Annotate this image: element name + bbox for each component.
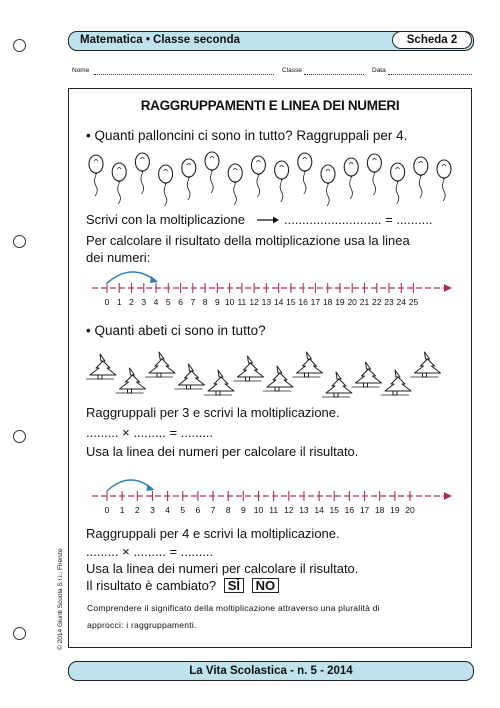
ex3-mult-blanks[interactable]: ......... × ......... = .........: [86, 544, 214, 559]
balloon-icon: [112, 163, 126, 204]
tick-label: 14: [273, 297, 284, 307]
ex2-line-instruction: Usa la linea dei numeri per calcolare il risultato.: [86, 444, 359, 459]
page-title: RAGGRUPPAMENTI E LINEA DEI NUMERI: [140, 98, 400, 113]
tick-label: 23: [384, 297, 394, 307]
date-field[interactable]: [388, 68, 472, 75]
tick-label: 10: [224, 297, 235, 307]
arrow-head-icon: [146, 484, 154, 491]
tick-label: 19: [335, 297, 345, 307]
balloon-icon: [391, 163, 405, 204]
tick-label: 21: [359, 297, 370, 307]
arrow-right-icon: [444, 492, 452, 500]
ex3-question: [86, 578, 279, 593]
tick-label: 8: [225, 505, 231, 515]
tick-label: 17: [310, 297, 321, 307]
tick-label: 25: [408, 297, 419, 307]
copyright: © 2014 Giunti Scuola S.r.l., Firenze: [57, 548, 64, 650]
fir-tree-icon: [352, 362, 382, 387]
fir-tree-icon: [293, 352, 323, 377]
tick-label: 13: [299, 505, 309, 515]
tick-label: 12: [249, 297, 259, 307]
tick-label: 13: [261, 297, 272, 307]
tick-label: 11: [269, 505, 279, 515]
arrow-head-icon: [150, 276, 158, 283]
tick-label: 14: [314, 505, 324, 515]
tick-label: 0: [104, 297, 110, 307]
number-line-0-20: [0, 470, 500, 520]
fir-tree-icon: [86, 354, 116, 379]
footer-bar: La Vita Scolastica - n. 5 - 2014: [68, 661, 474, 681]
fir-tree-icon: [411, 352, 441, 377]
name-label: Nome: [72, 67, 90, 74]
tick-label: 16: [298, 297, 308, 307]
tick-label: 3: [141, 297, 147, 307]
tick-label: 7: [190, 297, 196, 307]
arrow-right-icon: [444, 284, 452, 292]
ex2-group-instruction: Raggruppali per 3 e scrivi la moltiplicazione.: [86, 405, 340, 420]
binder-hole: [13, 627, 26, 640]
tick-label: 10: [253, 505, 264, 515]
binder-hole: [13, 235, 26, 248]
fir-trees-illustration: [84, 350, 464, 400]
binder-hole: [13, 39, 26, 52]
ex2-mult-blanks[interactable]: ......... × ......... = .........: [86, 425, 214, 440]
tick-label: 6: [195, 505, 201, 515]
balloon-icon: [251, 156, 265, 197]
balloon-icon: [298, 153, 312, 194]
objective-line-2: approcci: i raggruppamenti.: [87, 620, 197, 630]
tick-label: 4: [165, 505, 170, 515]
fir-tree-icon: [145, 352, 175, 377]
ex2-question: • Quanti abeti ci sono in tutto?: [86, 323, 266, 338]
balloon-icon: [182, 159, 196, 200]
fir-tree-icon: [204, 370, 234, 395]
tick-label: 24: [396, 297, 406, 307]
tick-label: 16: [344, 505, 355, 515]
tick-label: 5: [165, 297, 171, 307]
tick-label: 2: [129, 297, 134, 307]
ex3-group-instruction: Raggruppali per 4 e scrivi la moltiplicazione.: [86, 526, 340, 541]
tick-label: 11: [237, 297, 247, 307]
tick-label: 19: [390, 505, 400, 515]
tick-label: 6: [178, 297, 183, 307]
fir-tree-icon: [234, 356, 264, 381]
binder-hole: [13, 430, 26, 443]
balloons-illustration: [84, 152, 464, 202]
jump-arc: [107, 480, 152, 491]
balloon-icon: [135, 153, 149, 194]
number-line-0-25: [0, 262, 500, 312]
tick-label: 22: [371, 297, 382, 307]
fir-tree-icon: [381, 370, 411, 395]
tick-label: 0: [104, 505, 110, 515]
tick-label: 2: [134, 505, 140, 515]
fir-tree-icon: [175, 364, 205, 389]
tick-label: 15: [329, 505, 339, 515]
subject-title: Matematica • Classe seconda: [80, 34, 240, 46]
date-label: Data: [372, 67, 386, 74]
balloon-icon: [344, 158, 358, 199]
balloon-icon: [367, 154, 381, 195]
tick-label: 5: [180, 505, 186, 515]
ex1-question: • Quanti palloncini ci sono in tutto? Raggruppali per 4.: [86, 128, 408, 143]
tick-label: 1: [116, 297, 122, 307]
tick-label: 1: [119, 505, 125, 515]
class-field[interactable]: [304, 68, 364, 75]
objective-line-1: Comprendere il significato della moltiplicazione attraverso una pluralità di: [87, 603, 380, 613]
tick-label: 18: [374, 505, 385, 515]
ex1-instruction-cont: dei numeri:: [86, 250, 151, 265]
balloon-icon: [159, 165, 173, 206]
class-label: Classe: [282, 67, 302, 74]
tick-label: 8: [202, 297, 208, 307]
tick-label: 20: [405, 505, 415, 515]
balloon-icon: [437, 160, 451, 201]
balloon-icon: [321, 165, 335, 206]
tick-label: 15: [286, 297, 296, 307]
sheet-badge: Scheda 2: [392, 31, 472, 49]
balloon-icon: [89, 155, 103, 196]
no-box[interactable]: NO: [252, 578, 280, 593]
ex1-instruction: Per calcolare il risultato della moltiplicazione usa la linea: [86, 233, 410, 248]
fir-tree-icon: [263, 366, 293, 391]
name-field[interactable]: [94, 68, 274, 75]
tick-label: 12: [284, 505, 294, 515]
tick-label: 18: [322, 297, 333, 307]
tick-label: 4: [153, 297, 159, 307]
yes-box[interactable]: SÌ: [224, 578, 244, 593]
balloon-icon: [228, 164, 242, 205]
tick-label: 17: [359, 505, 370, 515]
fir-tree-icon: [322, 372, 352, 397]
tick-label: 9: [214, 297, 220, 307]
tick-label: 9: [240, 505, 246, 515]
ex1-mult-label: Scrivi con la moltiplicazione: [86, 212, 245, 227]
balloon-icon: [205, 152, 219, 193]
ex3-line-instruction: Usa la linea dei numeri per calcolare il risultato.: [86, 561, 359, 576]
fir-tree-icon: [116, 368, 146, 393]
tick-label: 3: [150, 505, 155, 515]
ex1-mult-blanks[interactable]: ........................... = ..........: [284, 212, 433, 227]
jump-arc: [107, 272, 156, 283]
balloon-icon: [414, 157, 428, 198]
tick-label: 7: [210, 505, 216, 515]
changed-question: Il risultato è cambiato?: [86, 578, 217, 593]
tick-label: 20: [347, 297, 357, 307]
arrow-right-icon: [257, 215, 279, 225]
balloon-icon: [275, 161, 289, 202]
